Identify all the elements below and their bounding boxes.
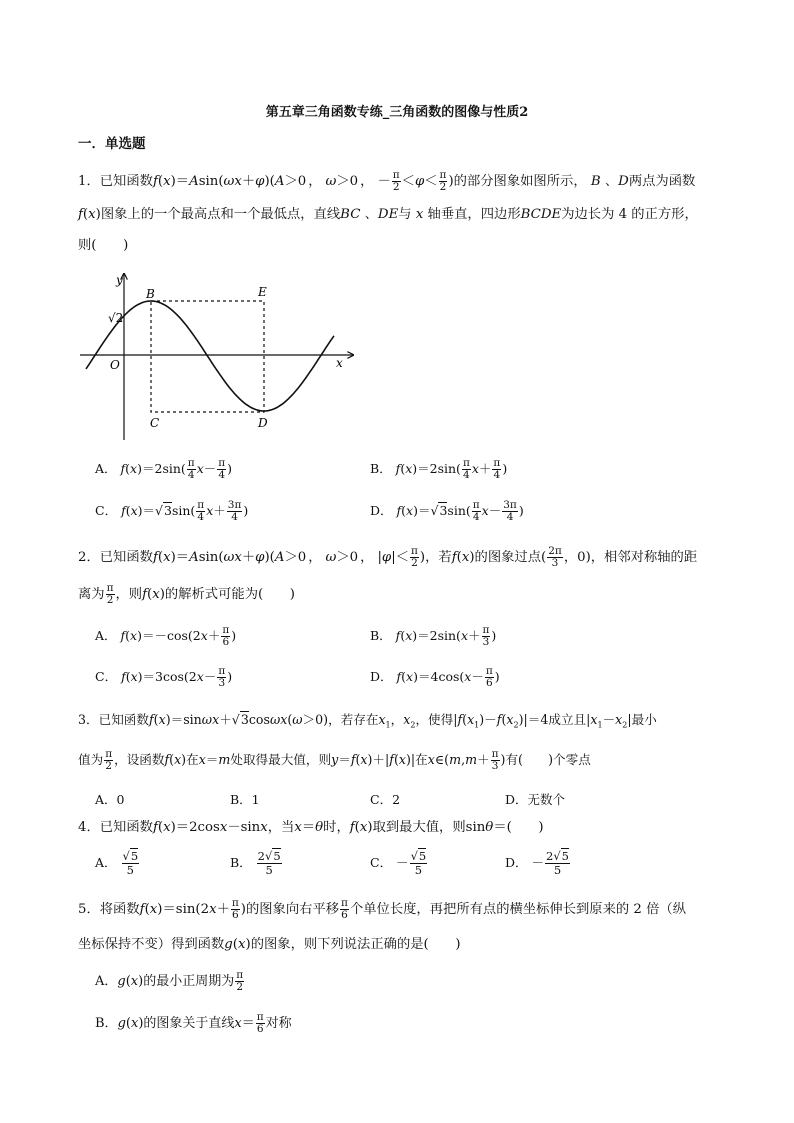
- q2-option-d[interactable]: D． f(x)＝4cos(x－ $\frac{\pi}{6}$ ): [370, 665, 500, 689]
- page-title: 第五章三角函数专练_三角函数的图像与性质2: [265, 105, 529, 120]
- q1-option-b[interactable]: B． f(x)＝2sin( $\frac{\pi}{4}$ x＋ $\frac{\pi}{4}$ ): [370, 457, 508, 481]
- q1-sine-graph: [78, 268, 363, 448]
- q4-option-d[interactable]: D． － $\frac{2√5}{5}$: [505, 849, 569, 877]
- q4-option-c[interactable]: C． － $\frac{√5}{5}$: [370, 849, 427, 877]
- y-axis-label: y: [116, 273, 123, 287]
- sqrt2-label: √2: [108, 311, 124, 325]
- point-c-label: C: [150, 416, 160, 430]
- point-d-label: D: [258, 416, 268, 430]
- q1-line2: f(x)图象上的一个最高点和一个最低点，直线BC 、DE与 x 轴垂直，四边形BCDE为边长为 4 的正方形，: [78, 207, 698, 222]
- q2-line2: 离为 $\frac{\pi}{2}$ ，则f(x)的解析式可能为( ): [78, 582, 295, 606]
- q5-option-b[interactable]: B．g(x)的图象关于直线x＝ $\frac{\pi}{6}$ 对称: [95, 1011, 292, 1035]
- q5-line2: 坐标保持不变）得到函数g(x)的图象，则下列说法正确的是( ): [78, 937, 461, 952]
- q2-option-c[interactable]: C． f(x)＝3cos(2x－ $\frac{\pi}{3}$ ): [95, 665, 233, 689]
- q2-line1: 2．已知函数f(x)＝Asin(ωx＋φ)(A＞0 ， ω＞0 ， |φ|＜ $\frac{\pi}{2}$ )，若f(x)的图象过点( $\frac{2\pi}{3}$ ，0)，相邻对称轴的距: [78, 545, 698, 569]
- q2-option-a[interactable]: A． f(x)＝－cos(2x＋ $\frac{\pi}{6}$ ): [95, 624, 237, 648]
- origin-label: O: [110, 358, 120, 372]
- q1-option-a[interactable]: A． f(x)＝2sin( $\frac{\pi}{4}$ x－ $\frac{\pi}{4}$ ): [95, 457, 233, 481]
- section-heading: 一．单选题: [78, 136, 146, 152]
- q1-option-c[interactable]: C． f(x)＝√3sin( $\frac{\pi}{4}$ x＋ $\frac{3\pi}{4}$ ): [95, 499, 249, 523]
- q3-option-b[interactable]: B．1: [230, 792, 260, 807]
- q5-line1: 5．将函数f(x)＝sin(2x＋ $\frac{\pi}{6}$ )的图象向右平移 $\frac{\pi}{6}$ 个单位长度，再把所有点的横坐标伸长到原来的 2 倍（纵: [78, 897, 686, 921]
- point-b-label: B: [146, 287, 155, 301]
- point-e-label: E: [258, 285, 267, 299]
- q4-option-a[interactable]: A． $\frac{√5}{5}$: [95, 849, 139, 877]
- q1-line1: 1．已知函数f(x)＝Asin(ωx＋φ)(A＞0 ， ω＞0 ， － $\frac{\pi}{2}$ ＜φ＜ $\frac{\pi}{2}$ )的部分图象如图所示， B 、D两点为函数: [78, 169, 696, 193]
- x-axis-label: x: [336, 356, 343, 370]
- q3-option-a[interactable]: A．0: [95, 792, 125, 807]
- q5-option-a[interactable]: A．g(x)的最小正周期为 $\frac{\pi}{2}$: [95, 969, 244, 993]
- q1-line3: 则( ): [78, 238, 129, 253]
- q4-option-b[interactable]: B． $\frac{2√5}{5}$: [230, 849, 281, 877]
- q3-option-c[interactable]: C．2: [370, 792, 401, 807]
- q2-option-b[interactable]: B． f(x)＝2sin(x＋ $\frac{\pi}{3}$ ): [370, 624, 497, 648]
- q3-line2: 值为 $\frac{\pi}{2}$ ，设函数f(x)在x＝m处取得最大值，则y＝f(x)＋|f(x)|在x∈(m,m＋ $\frac{\pi}{3}$ )有( )个零点: [78, 748, 591, 772]
- q3-option-d[interactable]: D．无数个: [505, 792, 566, 807]
- q4-line1: 4．已知函数f(x)＝2cosx－sinx，当x＝θ时，f(x)取到最大值，则sinθ＝( ): [78, 820, 544, 835]
- q1-option-d[interactable]: D． f(x)＝√3sin( $\frac{\pi}{4}$ x－ $\frac{3\pi}{4}$ ): [370, 499, 524, 523]
- q3-line1: 3．已知函数f(x)＝sinωx＋√3cosωx(ω＞0)，若存在$x_1$，$x_2$，使得$|f(x_1)-f(x_2)|=4$成立且$|x_1-x_2|$最小: [78, 712, 657, 730]
